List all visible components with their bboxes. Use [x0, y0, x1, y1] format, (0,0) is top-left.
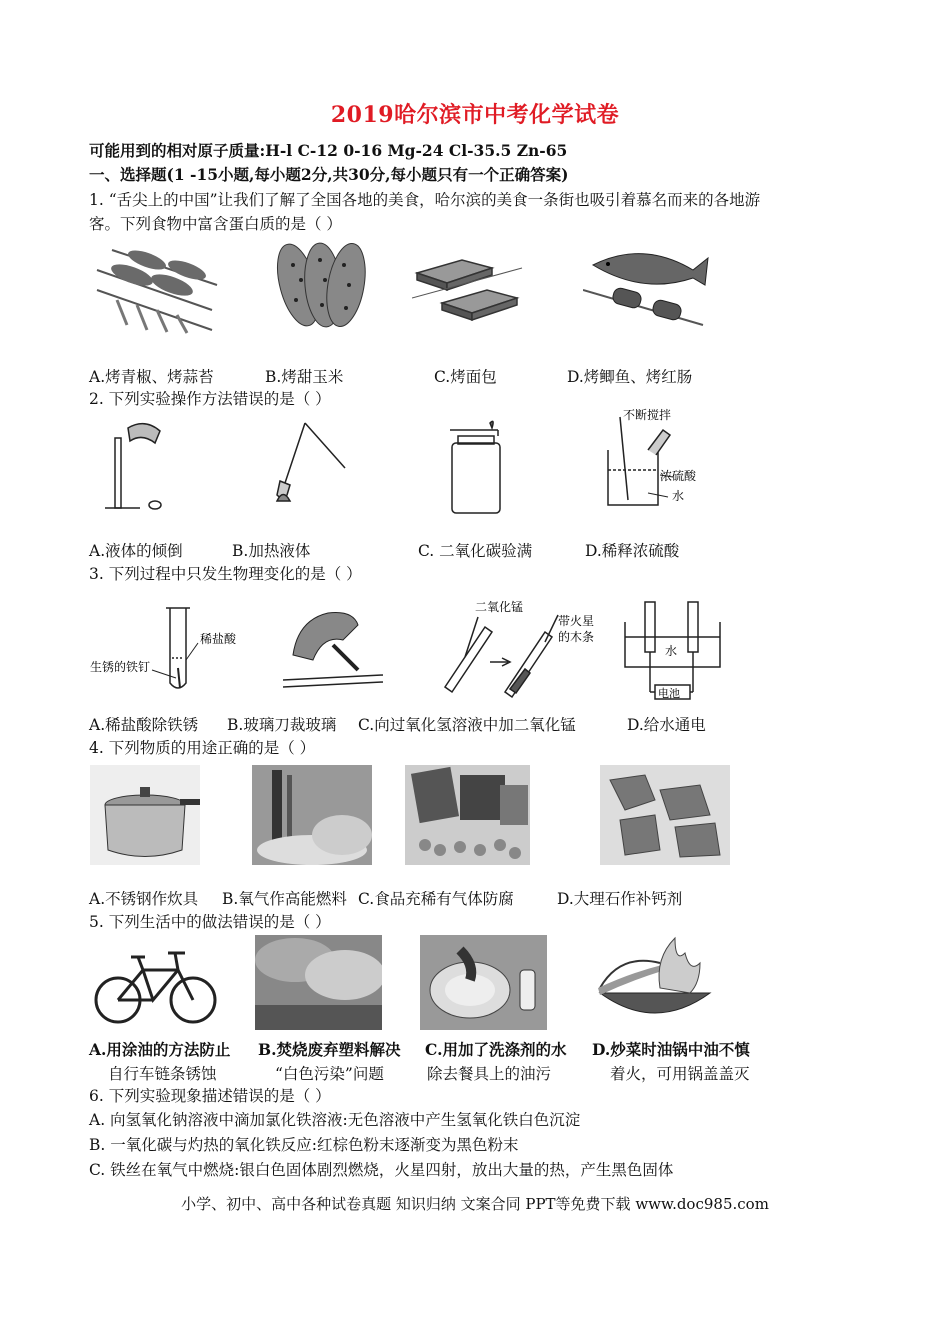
q6-option-c: C. 铁丝在氧气中燃烧:银白色固体剧烈燃烧，火星四射，放出大量的热，产生黑色固体	[89, 1161, 674, 1179]
bicycle-image	[93, 935, 218, 1030]
q4-option-d: D.大理石作补钙剂	[557, 890, 683, 908]
q3-option-d: D.给水通电	[627, 716, 706, 734]
q3-option-c: C.向过氧化氢溶液中加二氧化锰	[358, 716, 576, 734]
mno2-label: 二氧化锰	[475, 600, 524, 614]
q1-option-b: B.烤甜玉米	[265, 368, 344, 386]
q5-option-c-line2: 除去餐具上的油污	[427, 1065, 552, 1083]
q4-option-b: B.氧气作高能燃料	[222, 890, 347, 908]
q5-option-a-line2: 自行车链条锈蚀	[108, 1065, 217, 1083]
splint-label-2: 的木条	[558, 630, 595, 644]
q3-option-a: A.稀盐酸除铁锈	[89, 716, 199, 734]
q4-option-a: A.不锈钢作炊具	[89, 890, 199, 908]
electrolysis-image	[620, 597, 730, 707]
page-title: 2019哈尔滨市中考化学试卷	[330, 102, 620, 128]
stir-label: 不断搅拌	[623, 408, 672, 422]
nail-label: 生锈的铁钉	[90, 660, 151, 674]
h2o2-mno2-image	[430, 597, 600, 702]
snack-food-image	[405, 765, 530, 865]
q2-option-a: A.液体的倾倒	[89, 542, 183, 560]
q3-option-b: B.玻璃刀裁玻璃	[227, 716, 337, 734]
glass-cutting-image	[283, 605, 383, 695]
co2-collection-image	[440, 418, 510, 518]
corn-image	[268, 240, 368, 330]
page-footer: 小学、初中、高中各种试卷真题 知识归纳 文案合同 PPT等免费下载 www.doc985.com	[181, 1195, 769, 1213]
rocket-launch-image	[252, 765, 372, 865]
q3-stem: 3. 下列过程中只发生物理变化的是（ ）	[89, 565, 362, 583]
q4-stem: 4. 下列物质的用途正确的是（ ）	[89, 739, 316, 757]
burning-plastic-image	[255, 935, 382, 1030]
washing-dishes-image	[420, 935, 547, 1030]
q2-stem: 2. 下列实验操作方法错误的是（ ）	[89, 390, 331, 408]
q6-stem: 6. 下列实验现象描述错误的是（ ）	[89, 1087, 331, 1105]
q1-stem-line1: 1. “舌尖上的中国”让我们了解了全国各地的美食，哈尔滨的美食一条街也吸引着慕名而来的各地游	[89, 191, 761, 209]
q5-option-c-line1: C.用加了洗涤剂的水	[425, 1040, 567, 1059]
q1-stem-line2: 客。下列食物中富含蛋白质的是（ ）	[89, 215, 342, 233]
electrolysis-water-label: 水	[665, 644, 678, 658]
q6-option-b: B. 一氧化碳与灼热的氧化铁反应:红棕色粉末逐渐变为黑色粉末	[89, 1136, 519, 1154]
wok-fire-image	[590, 933, 720, 1033]
battery-label: 电池	[658, 687, 680, 700]
fish-sausage-image	[583, 240, 713, 335]
rust-removal-image	[90, 598, 240, 698]
atomic-mass-line: 可能用到的相对原子质量:H-l C-12 0-16 Mg-24 Cl-35.5 Zn-65	[89, 141, 568, 160]
q2-option-c: C. 二氧化碳验满	[418, 542, 533, 560]
diluting-acid-image	[598, 405, 728, 515]
marble-stones-image	[600, 765, 730, 865]
q2-option-b: B.加热液体	[232, 542, 311, 560]
q1-option-c: C.烤面包	[434, 368, 497, 386]
skewers-peppers-image	[92, 240, 222, 335]
hcl-label: 稀盐酸	[200, 632, 237, 646]
q5-option-d-line2: 着火，可用锅盖盖灭	[610, 1065, 750, 1083]
q5-stem: 5. 下列生活中的做法错误的是（ ）	[89, 913, 331, 931]
pouring-liquid-image	[100, 413, 180, 513]
q6-option-a: A. 向氢氧化钠溶液中滴加氯化铁溶液:无色溶液中产生氢氧化铁白色沉淀	[89, 1111, 581, 1129]
q1-option-a: A.烤青椒、烤蒜苔	[89, 368, 214, 386]
pressure-cooker-image	[90, 765, 200, 865]
bread-image	[412, 248, 527, 328]
q5-option-b-line1: B.焚烧废弃塑料解决	[258, 1040, 401, 1059]
q5-option-b-line2: “白色污染”问题	[275, 1065, 384, 1083]
q2-option-d: D.稀释浓硫酸	[585, 542, 680, 560]
q1-option-d: D.烤鲫鱼、烤红肠	[567, 368, 693, 386]
heating-liquid-image	[265, 413, 355, 513]
acid-label: 浓硫酸	[660, 469, 697, 483]
splint-label-1: 带火星	[558, 614, 595, 628]
water-label: 水	[672, 489, 685, 503]
section-heading: 一、选择题(1 -15小题,每小题2分,共30分,每小题只有一个正确答案)	[89, 165, 569, 184]
q4-option-c: C.食品充稀有气体防腐	[358, 890, 514, 908]
q5-option-d-line1: D.炒菜时油锅中油不慎	[592, 1040, 750, 1059]
q5-option-a-line1: A.用涂油的方法防止	[89, 1040, 231, 1059]
